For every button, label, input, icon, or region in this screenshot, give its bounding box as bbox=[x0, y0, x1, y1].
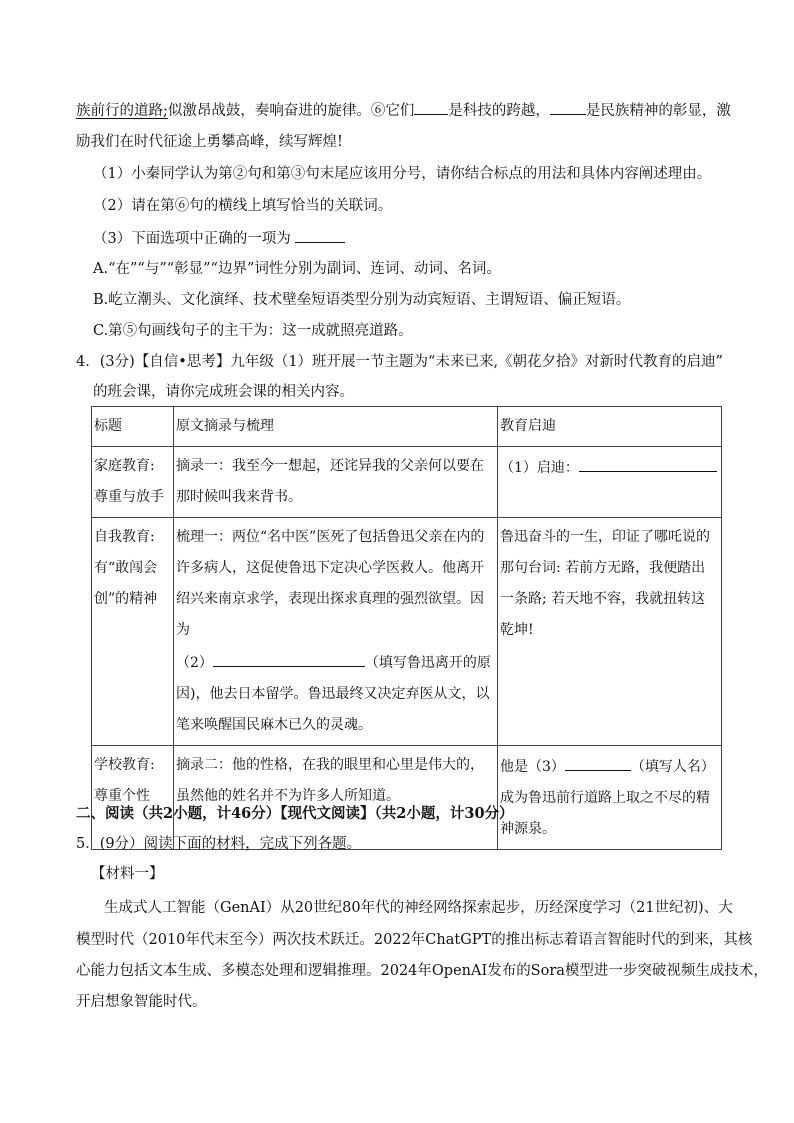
material-paragraph: 心能力包括文本生成、多模态处理和逻辑推理。2024年OpenAI发布的Sora模型进一步突破视频生成技术， bbox=[76, 963, 768, 979]
answer-blank[interactable] bbox=[414, 100, 448, 115]
table-row bbox=[92, 447, 722, 518]
question-2: （2）请在第⑥句的横线上填写恰当的关联词。 bbox=[93, 198, 393, 214]
text-span: 似激昂战鼓，奏响奋进的旋律。⑥它们 bbox=[167, 103, 415, 119]
insight-label: 他是（3） bbox=[500, 759, 565, 775]
material-paragraph: 开启想象智能时代。 bbox=[76, 994, 207, 1010]
header-cell: 标题 bbox=[92, 407, 174, 447]
excerpt-text: （填写鲁迅离开的原因)，他去日本留学。鲁迅最终又决定弃医从文，以笔来唤醒国民麻木已久的灵魂。 bbox=[176, 655, 491, 733]
option-b: B.屹立潮头、文化演绎、技术壁垒短语类型分别为动宾短语、主谓短语、偏正短语。 bbox=[93, 292, 631, 308]
question-3-text: （3）下面选项中正确的一项为 bbox=[93, 231, 291, 247]
material-title: 【材料一】 bbox=[91, 866, 164, 882]
insight-text: （填写人名）成为鲁迅前行道路上取之不尽的精神源泉。 bbox=[500, 759, 715, 837]
text-span: 是科技的跨越， bbox=[448, 103, 550, 119]
option-c: C.第⑤句画线句子的主干为：这一成就照亮道路。 bbox=[93, 323, 413, 339]
row-title: 家庭教育: 尊重与放手 bbox=[92, 447, 174, 518]
table-row bbox=[92, 518, 722, 746]
answer-blank[interactable] bbox=[579, 451, 717, 472]
question-4: 4．(3分)【自信•思考】九年级（1）班开展一节主题为“未来已来,《朝花夕拾》对新时代教育的启迪” bbox=[76, 354, 723, 370]
option-a: A.“在”“与”“彰显”“边界”词性分别为副词、连词、动词、名词。 bbox=[93, 261, 501, 277]
text-span: 是民族精神的彰显，激 bbox=[585, 103, 731, 119]
header-cell: 教育启迪 bbox=[498, 407, 722, 447]
row-insight: 鲁迅奋斗的一生，印证了哪吒说的那句台词: 若前方无路，我便踏出一条路; 若天地不容，我就扭转这乾坤! bbox=[498, 518, 722, 746]
table-header-row bbox=[92, 407, 722, 447]
excerpt-label: （2） bbox=[176, 655, 213, 671]
section-heading: 二、阅读（共2小题，计46分）【现代文阅读】（共2小题，计30分） bbox=[76, 805, 514, 822]
question-1: （1）小秦同学认为第②句和第③句末尾应该用分号，请你结合标点的用法和具体内容阐述理由。 bbox=[93, 166, 712, 182]
row-title: 学校教育: 尊重个性 bbox=[92, 746, 174, 850]
excerpt-text: 梳理一：两位“名中医”医死了包括鲁迅父亲在内的许多病人，这促使鲁迅下定决心学医救人。他离开绍兴来南京求学，表现出探求真理的强烈欲望。因为 bbox=[176, 529, 485, 638]
material-paragraph: 模型时代（2010年代末至今）两次技术跃迁。2022年ChatGPT的推出标志着语言智能时代的到来，其核 bbox=[76, 932, 753, 948]
question-4-cont: 的班会课，请你完成班会课的相关内容。 bbox=[93, 384, 354, 400]
answer-blank[interactable] bbox=[565, 750, 631, 771]
answer-blank[interactable] bbox=[213, 646, 365, 667]
insight-label: （1）启迪： bbox=[500, 460, 579, 476]
question-5: 5．(9分）阅读下面的材料，完成下列各题。 bbox=[76, 836, 362, 852]
paragraph-line: 励我们在时代征途上勇攀高峰，续写辉煌! bbox=[76, 134, 343, 150]
paragraph-line bbox=[76, 100, 731, 121]
row-title: 自我教育: 有“敢闯会创”的精神 bbox=[92, 518, 174, 746]
question-3 bbox=[93, 228, 345, 249]
row-insight bbox=[498, 447, 722, 518]
answer-blank[interactable] bbox=[295, 228, 345, 243]
row-excerpt: 摘录二：他的性格，在我的眼里和心里是伟大的，虽然他的姓名并不为许多人所知道。 bbox=[174, 746, 498, 850]
material-paragraph: 生成式人工智能（GenAI）从20世纪80年代的神经网络探索起步，历经深度学习（21世纪初)、大 bbox=[104, 900, 733, 916]
row-excerpt: 摘录一：我至今一想起，还诧异我的父亲何以要在那时候叫我来背书。 bbox=[174, 447, 498, 518]
row-excerpt bbox=[174, 518, 498, 746]
underlined-phrase: 族前行的道路; bbox=[76, 103, 168, 119]
class-meeting-table bbox=[91, 406, 722, 850]
row-insight bbox=[498, 746, 722, 850]
header-cell: 原文摘录与梳理 bbox=[174, 407, 498, 447]
answer-blank[interactable] bbox=[550, 100, 586, 115]
